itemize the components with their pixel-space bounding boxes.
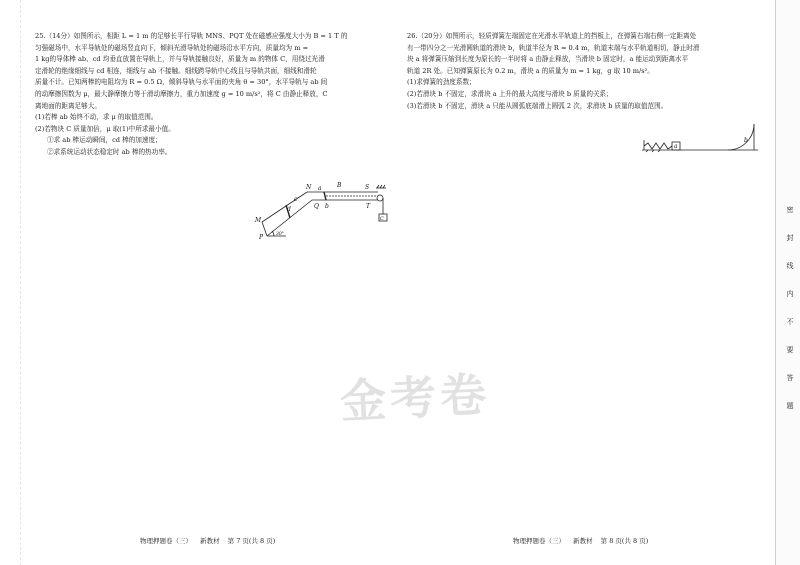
- problem-26-question-1: (1)求弹簧的劲度系数；: [407, 78, 476, 87]
- label-N: N: [306, 184, 312, 191]
- label-b: b: [325, 203, 329, 210]
- right-footer: [513, 536, 654, 545]
- problem-25-line-2: 匀强磁场中，水平导轨处的磁场竖直向下，倾斜光滑导轨处的磁场沿水平方向，质量均为 m =: [35, 43, 309, 52]
- problem-26-question-3: (3)若滑块 b 不固定，滑块 a 只能从圆弧底端滑上圆弧 2 次，求滑块 b 质量的取值范围。: [407, 101, 668, 110]
- label-angle: 30°: [276, 232, 284, 237]
- problem-26-line-4: 轨道 2R 处。已知弹簧原长为 0.2 m，滑块 a 的质量为 m = 1 kg，g 取 10 m/s²。: [407, 66, 654, 75]
- label-block-b: b: [744, 137, 748, 144]
- side-char-3: 线: [786, 262, 794, 270]
- left-page: [0, 0, 395, 565]
- problem-25-line-1: 25.（14分）如图所示，相距 L = 1 m 的足够长平行导轨 MNS、PQT 处在磁感应强度大小为 B = 1 T 的: [35, 32, 348, 40]
- label-M: M: [255, 217, 262, 224]
- label-d: d: [287, 206, 291, 213]
- problem-26: [407, 31, 762, 112]
- binding-strip-text: [785, 196, 795, 420]
- label-C: C: [380, 216, 384, 222]
- problem-26-question-2: (2)若滑块 b 不固定，求滑块 a 上升的最大高度与滑块 b 质量的关系；: [407, 89, 613, 98]
- problem-25-subquestion-2: ②求系统运动状态稳定时 ab 棒的热功率。: [47, 147, 172, 156]
- side-char-7: 答: [786, 374, 794, 382]
- right-footer-page: 第 8 页(共 8 页): [600, 537, 649, 545]
- problem-26-line-2: 有一带四分之一光滑圆轨道的滑块 b，轨道半径为 R = 0.4 m，轨道末端与水平轨道相切，静止时滑: [407, 43, 700, 52]
- problem-25-question-2: (2)若物块 C 质量加倍，μ 取(1)中所求最小值。: [35, 124, 175, 133]
- label-S: S: [365, 184, 370, 191]
- right-footer-title: 物理押题卷（三）: [513, 537, 565, 545]
- side-char-1: 密: [786, 206, 794, 214]
- problem-26-line-1: 26.（20分）如图所示，轻质弹簧左端固定在光滑水平轨道上的挡板上，在弹簧右端右侧一定距离处: [407, 32, 697, 40]
- label-P: P: [259, 234, 264, 240]
- label-block-a: a: [674, 143, 678, 150]
- left-footer-page: 第 7 页(共 8 页): [227, 537, 276, 545]
- right-footer-edition: 新教材: [573, 537, 593, 545]
- side-char-8: 题: [786, 402, 794, 410]
- watermark: 金考卷: [338, 367, 492, 429]
- problem-25-question-1: (1)若棒 ab 始终不动，求 μ 的取值范围。: [35, 113, 158, 122]
- left-footer: [140, 536, 281, 545]
- left-footer-title: 物理押题卷（三）: [140, 537, 192, 545]
- label-a: a: [318, 185, 322, 192]
- problem-25-line-6: 的动摩擦因数为 μ，最大静摩擦力等于滑动摩擦力，重力加速度 g = 10 m/s²，将 C 由静止释放，C: [35, 89, 328, 98]
- right-page: [395, 0, 775, 565]
- side-char-4: 内: [786, 290, 794, 298]
- binding-strip: [775, 0, 800, 565]
- spring-block-diagram: [640, 112, 760, 154]
- problem-25-subquestion-1: ①求 ab 棒运动瞬间，cd 棒的加速度；: [47, 136, 162, 145]
- label-T: T: [366, 203, 371, 210]
- label-B: B: [337, 182, 342, 189]
- problem-25-line-3: 1 kg的导体棒 ab、cd 均垂直放置在导轨上，并与导轨接触良好，质量为 m 的物体 C，用绕过光滑: [35, 55, 325, 64]
- side-char-5: 不: [786, 318, 794, 326]
- label-c: c: [294, 196, 298, 203]
- side-char-2: 封: [786, 234, 794, 242]
- left-footer-edition: 新教材: [200, 537, 220, 545]
- problem-25-line-5: 质量不计。已知两棒的电阻均为 R = 0.5 Ω，倾斜导轨与水平面的夹角 θ = 30°，水平导轨与 ab 间: [35, 78, 328, 87]
- problem-25-line-7: 离地面的距离足够大。: [35, 101, 101, 110]
- problem-26-line-3: 块 a 将弹簧压缩到长度为原长的一半时将 a 由静止释放，当滑块 b 固定时，a 能运动到距离水平: [407, 55, 689, 64]
- problem-25-line-4: 定滑轮的绝缘细线与 cd 相连，细线与 ab 不接触。细线跨导轨中心线且与导轨共面，细线和滑轮: [35, 66, 317, 75]
- side-char-6: 要: [786, 346, 794, 354]
- rail-circuit-diagram: [252, 178, 392, 240]
- label-Q: Q: [314, 203, 319, 210]
- problem-25: [35, 31, 390, 159]
